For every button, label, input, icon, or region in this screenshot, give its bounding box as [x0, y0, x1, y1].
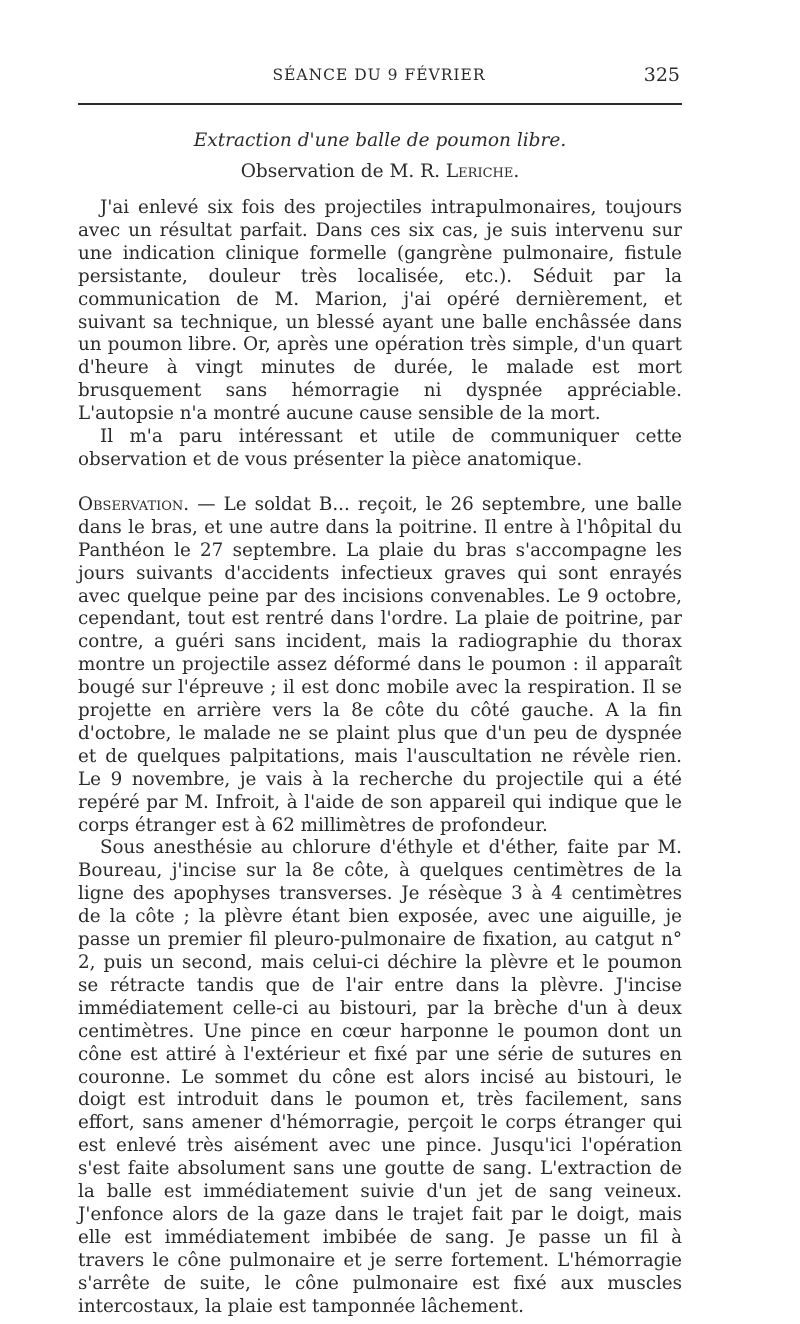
article-title: Extraction d'une balle de poumon libre. [193, 130, 567, 151]
page-number: 325 [643, 64, 680, 86]
article-body [78, 197, 682, 1319]
byline-prefix: Observation de M. R. [240, 161, 440, 182]
intro-paragraph: J'ai enlevé six fois des projectiles intrapulmonaires, toujours avec un résultat parfait. Dans ces six cas, je suis intervenu sur une indication clinique formelle (gangrène pulmonaire, fistule persistante, douleur très localisée, etc.). Séduit par la communication de M. Marion, j'ai opéré dernièrement, et suivant sa technique, un blessé ayant une balle enchâssée dans un poumon libre. Or, après une opération très simple, d'un quart d'heure à vingt minutes de durée, le malade est mort brusquement sans hémorragie ni dyspnée appréciable. L'autopsie n'a montré aucune cause sensible de la mort. [78, 197, 682, 425]
intro-paragraph: Il m'a paru intéressant et utile de communiquer cette observation et de vous présenter la pièce anatomique. [78, 426, 682, 470]
byline [78, 161, 682, 182]
observation-paragraph [78, 494, 682, 838]
observation-label: Observation. [78, 493, 190, 515]
observation-text: — Le soldat B... reçoit, le 26 septembre, une balle dans le bras, et une autre dans la poitrine. Il entre à l'hôpital du Panthéon le 27 septembre. La plaie du bras s'accompagne les jours suivants d'accidents infectieux graves qui sont enrayés avec quelque peine par des incisions convenables. Le 9 octobre, cependant, tout est rentré dans l'ordre. La plaie de poitrine, par contre, a guéri sans incident, mais la radiographie du thorax montre un projectile assez déformé dans le poumon : il apparaît bougé sur l'épreuve ; il est donc mobile avec la respiration. Il se projette en arrière vers la 8e côte du côté gauche. A la fin d'octobre, le malade ne se plaint plus que d'un peu de dyspnée et de quelques palpitations, mais l'auscultation ne révèle rien. Le 9 novembre, je vais à la recherche du projectile qui a été repéré par M. Infroit, à l'aide de son appareil qui indique que le corps étranger est à 62 millimètres de profondeur. [78, 493, 682, 836]
running-head: SÉANCE DU 9 FÉVRIER [272, 66, 486, 84]
author-name: Leriche. [445, 161, 520, 182]
page-header [78, 66, 680, 90]
header-rule [78, 103, 682, 105]
procedure-paragraph: Sous anesthésie au chlorure d'éthyle et d'éther, faite par M. Boureau, j'incise sur la 8e côte, à quelques centimètres de la ligne des apophyses transverses. Je résèque 3 à 4 centimètres de la côte ; la plèvre étant bien exposée, avec une aiguille, je passe un premier fil pleuro-pulmonaire de fixation, au catgut n° 2, puis un second, mais celui-ci déchire la plèvre et le poumon se rétracte tandis que de l'air entre dans la plèvre. J'incise immédiatement celle-ci au bistouri, par la brèche d'un à deux centimètres. Une pince en cœur harponne le poumon dont un cône est attiré à l'extérieur et fixé par une série de sutures en couronne. Le sommet du cône est alors incisé au bistouri, le doigt est introduit dans le poumon et, très facilement, sans effort, sans amener d'hémorragie, perçoit le corps étranger qui est enlevé très aisément avec une pince. Jusqu'ici l'opération s'est faite absolument sans une goutte de sang. L'extraction de la balle est immédiatement suivie d'un jet de sang veineux. J'enfonce alors de la gaze dans le trajet fait par le doigt, mais elle est immédiatement imbibée de sang. Je passe un fil à travers le cône pulmonaire et je serre fortement. L'hémorragie s'arrête de suite, le cône pulmonaire est fixé aux muscles intercostaux, la plaie est tamponnée lâchement. [78, 837, 682, 1317]
